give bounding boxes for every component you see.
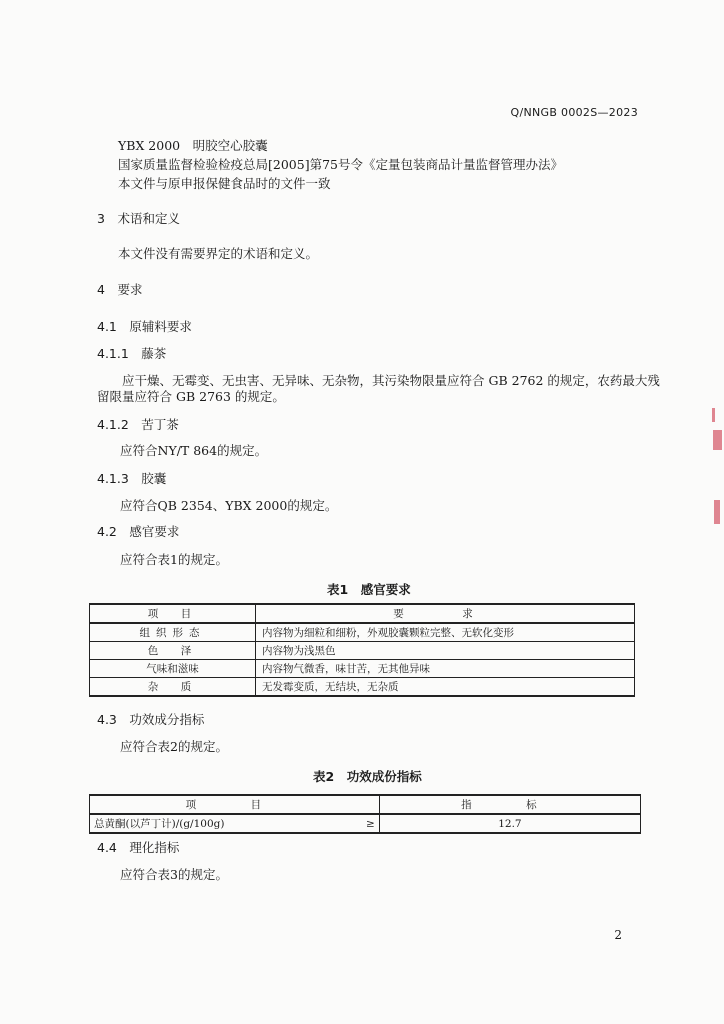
seal-fragment-mark xyxy=(713,430,722,450)
table-cell-requirement: 无发霉变质，无结块，无杂质 xyxy=(256,678,635,697)
column-header-item: 项 目 xyxy=(90,604,256,623)
ref-line-2: 国家质量监督检验检疫总局[2005]第75号令《定量包装商品计量监督管理办法》 xyxy=(118,157,563,172)
table-row xyxy=(90,623,635,642)
table-header-row xyxy=(90,795,641,814)
column-header-indicator: 指 标 xyxy=(379,795,640,814)
ref-line-3: 本文件与原申报保健食品时的文件一致 xyxy=(118,176,331,191)
sensory-table xyxy=(89,603,635,697)
section-4-1-1-text-1: 应干燥、无霉变、无虫害、无异味、无杂物，其污染物限量应符合 GB 2762 的规定，农药最大残 xyxy=(122,373,660,388)
ref-line-1: YBX 2000 明胶空心胶囊 xyxy=(118,138,268,153)
table-cell-requirement: 内容物为浅黑色 xyxy=(256,642,635,660)
table-cell-item: 杂 质 xyxy=(90,678,256,697)
section-4-1-heading: 4.1 原辅料要求 xyxy=(97,319,192,334)
table-cell-operator: ≥ xyxy=(362,814,379,833)
section-4-1-3-text: 应符合QB 2354、YBX 2000的规定。 xyxy=(120,498,338,513)
standard-code: Q/NNGB 0002S—2023 xyxy=(510,106,638,119)
table-cell-requirement: 内容物为细粒和细粉，外观胶囊颗粒完整、无软化变形 xyxy=(256,623,635,642)
section-4-1-2-text: 应符合NY/T 864的规定。 xyxy=(120,443,268,458)
column-header-item: 项 目 xyxy=(90,795,380,814)
section-4-1-1-heading: 4.1.1 藤茶 xyxy=(97,346,167,361)
table-cell-requirement: 内容物气微香，味甘苦，无其他异味 xyxy=(256,660,635,678)
functional-component-table xyxy=(89,794,641,834)
table-header-row xyxy=(90,604,635,623)
table-row xyxy=(90,660,635,678)
table-row xyxy=(90,642,635,660)
column-header-requirement: 要 求 xyxy=(256,604,635,623)
section-4-heading: 4 要求 xyxy=(97,282,143,297)
section-4-2-text: 应符合表1的规定。 xyxy=(120,552,228,567)
section-3-heading: 3 术语和定义 xyxy=(97,211,180,226)
table-cell-item: 总黄酮(以芦丁计)/(g/100g) xyxy=(90,814,363,833)
table-2-caption: 表2 功效成份指标 xyxy=(313,769,422,784)
seal-fragment-mark xyxy=(712,408,715,422)
section-4-3-text: 应符合表2的规定。 xyxy=(120,739,228,754)
seal-fragment-mark xyxy=(714,500,720,524)
table-row xyxy=(90,678,635,697)
section-4-4-heading: 4.4 理化指标 xyxy=(97,840,180,855)
table-1-caption: 表1 感官要求 xyxy=(327,582,411,597)
table-cell-item: 组织形态 xyxy=(90,623,256,642)
section-4-3-heading: 4.3 功效成分指标 xyxy=(97,712,205,727)
page-number: 2 xyxy=(614,928,622,942)
section-4-1-3-heading: 4.1.3 胶囊 xyxy=(97,471,167,486)
section-3-text: 本文件没有需要界定的术语和定义。 xyxy=(118,246,319,261)
section-4-1-1-text-2: 留限量应符合 GB 2763 的规定。 xyxy=(97,389,285,404)
section-4-4-text: 应符合表3的规定。 xyxy=(120,867,228,882)
section-4-1-2-heading: 4.1.2 苦丁茶 xyxy=(97,417,179,432)
table-cell-value: 12.7 xyxy=(379,814,640,833)
section-4-2-heading: 4.2 感官要求 xyxy=(97,524,180,539)
table-row xyxy=(90,814,641,833)
table-cell-item: 气味和滋味 xyxy=(90,660,256,678)
table-cell-item: 色 泽 xyxy=(90,642,256,660)
